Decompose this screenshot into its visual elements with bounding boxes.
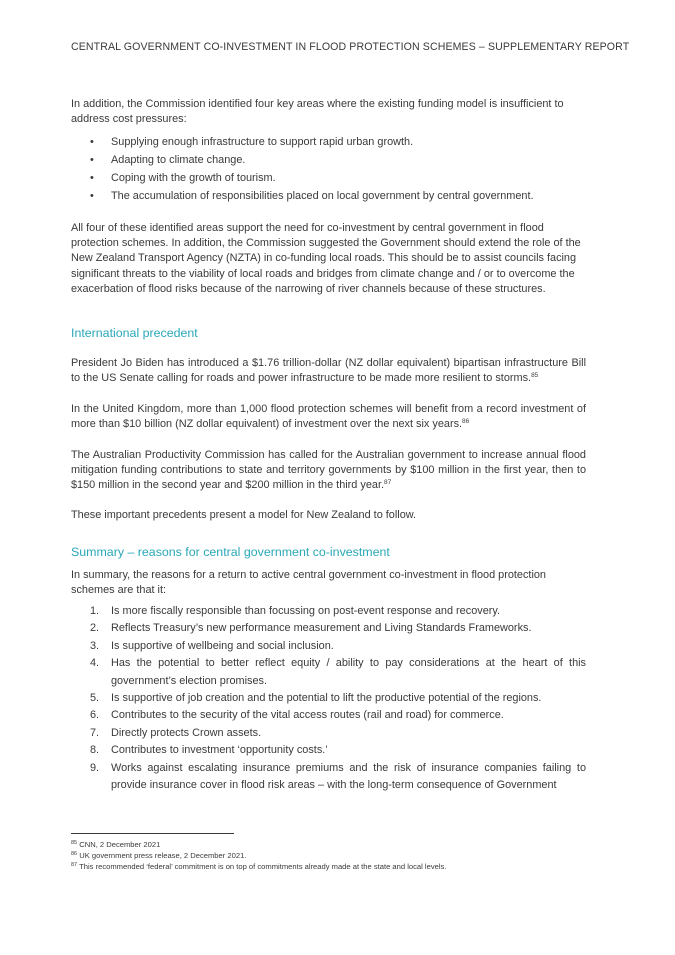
list-item: • Adapting to climate change. xyxy=(71,151,586,169)
uk-paragraph: In the United Kingdom, more than 1,000 flood protection schemes will benefit from a record investment of more than $10 billion (NZ dollar equivalent) of investment over the next six years.$^{86}$ xyxy=(71,403,586,431)
reasons-list xyxy=(71,603,586,794)
list-item: • The accumulation of responsibilities placed on local government by central government. xyxy=(71,187,586,205)
heading-summary: Summary – reasons for central government co-investment xyxy=(71,545,390,559)
precedents-paragraph: These important precedents present a model for New Zealand to follow. xyxy=(71,509,417,521)
bullet-icon: • xyxy=(90,190,94,202)
footnote-87: $^{87}$ This recommended ‘federal’ commitment is on top of commitments already made at the state and local levels. xyxy=(71,862,447,871)
bullet-icon: • xyxy=(90,172,94,184)
list-item: 6. Contributes to the security of the vital access routes (rail and road) for commerce. xyxy=(90,709,504,722)
running-header: CENTRAL GOVERNMENT CO-INVESTMENT IN FLOOD PROTECTION SCHEMES – SUPPLEMENTARY REPORT xyxy=(71,41,630,53)
list-item: 9. Works against escalating insurance premiums and the risk of insurance companies failing to provide insurance cover in flood risk areas – with the long-term consequence of Government xyxy=(90,761,586,792)
footnote-ref: 85 xyxy=(531,372,539,380)
bullet-icon: • xyxy=(90,154,94,166)
list-item: • Supplying enough infrastructure to support rapid urban growth. xyxy=(71,133,586,151)
list-item: 3. Is supportive of wellbeing and social inclusion. xyxy=(90,639,334,652)
list-item: 4. Has the potential to better reflect equity / ability to pay considerations at the heart of this government’s election promises. xyxy=(90,657,586,687)
australia-paragraph: The Australian Productivity Commission has called for the Australian government to increase annual flood mitigation funding contributions to state and territory governments by $100 million in the first year, then to $150 million in the second year and $200 million in the third year.$^{87}$ xyxy=(71,449,586,492)
key-areas-list xyxy=(71,133,586,205)
list-item: 2. Reflects Treasury’s new performance measurement and Living Standards Frameworks. xyxy=(90,622,532,635)
footnote-ref: 86 xyxy=(462,418,470,426)
summary-intro-paragraph: In summary, the reasons for a return to active central government co-investment in flood protection schemes are that it: xyxy=(71,569,546,597)
footnote-ref: 87 xyxy=(384,479,392,487)
intro-paragraph: In addition, the Commission identified four key areas where the existing funding model is insufficient to address cost pressures: xyxy=(71,98,564,126)
support-paragraph: All four of these identified areas support the need for co-investment by central government in flood protection schemes. In addition, the Commission suggested the Government should extend the role of the New Zealand Transport Agency (NZTA) in co-funding local roads. This should be to assist councils facing significant threats to the viability of local roads and bridges from climate change and / or to overcome the exacerbation of flood risks because of the narrowing of river channels because of these structures. xyxy=(71,222,581,295)
list-item: • Coping with the growth of tourism. xyxy=(71,169,586,187)
footnote-86: $^{86}$ UK government press release, 2 December 2021. xyxy=(71,851,247,860)
footnote-85: $^{85}$ CNN, 2 December 2021 xyxy=(71,840,161,849)
list-item: 1. Is more fiscally responsible than focussing on post-event response and recovery. xyxy=(90,605,501,617)
list-item: 8. Contributes to investment ‘opportunity costs.’ xyxy=(90,744,328,757)
heading-international-precedent: International precedent xyxy=(71,326,198,340)
biden-paragraph: President Jo Biden has introduced a $1.76 trillion-dollar (NZ dollar equivalent) bipartisan infrastructure Bill to the US Senate calling for roads and power infrastructure to be made more resilient to storms.$^{85}$ xyxy=(71,357,586,385)
list-item: 5. Is supportive of job creation and the potential to lift the productive potential of the regions. xyxy=(90,692,542,705)
bullet-icon: • xyxy=(90,136,94,148)
list-item: 7. Directly protects Crown assets. xyxy=(90,726,262,739)
footnote-divider xyxy=(71,833,234,834)
